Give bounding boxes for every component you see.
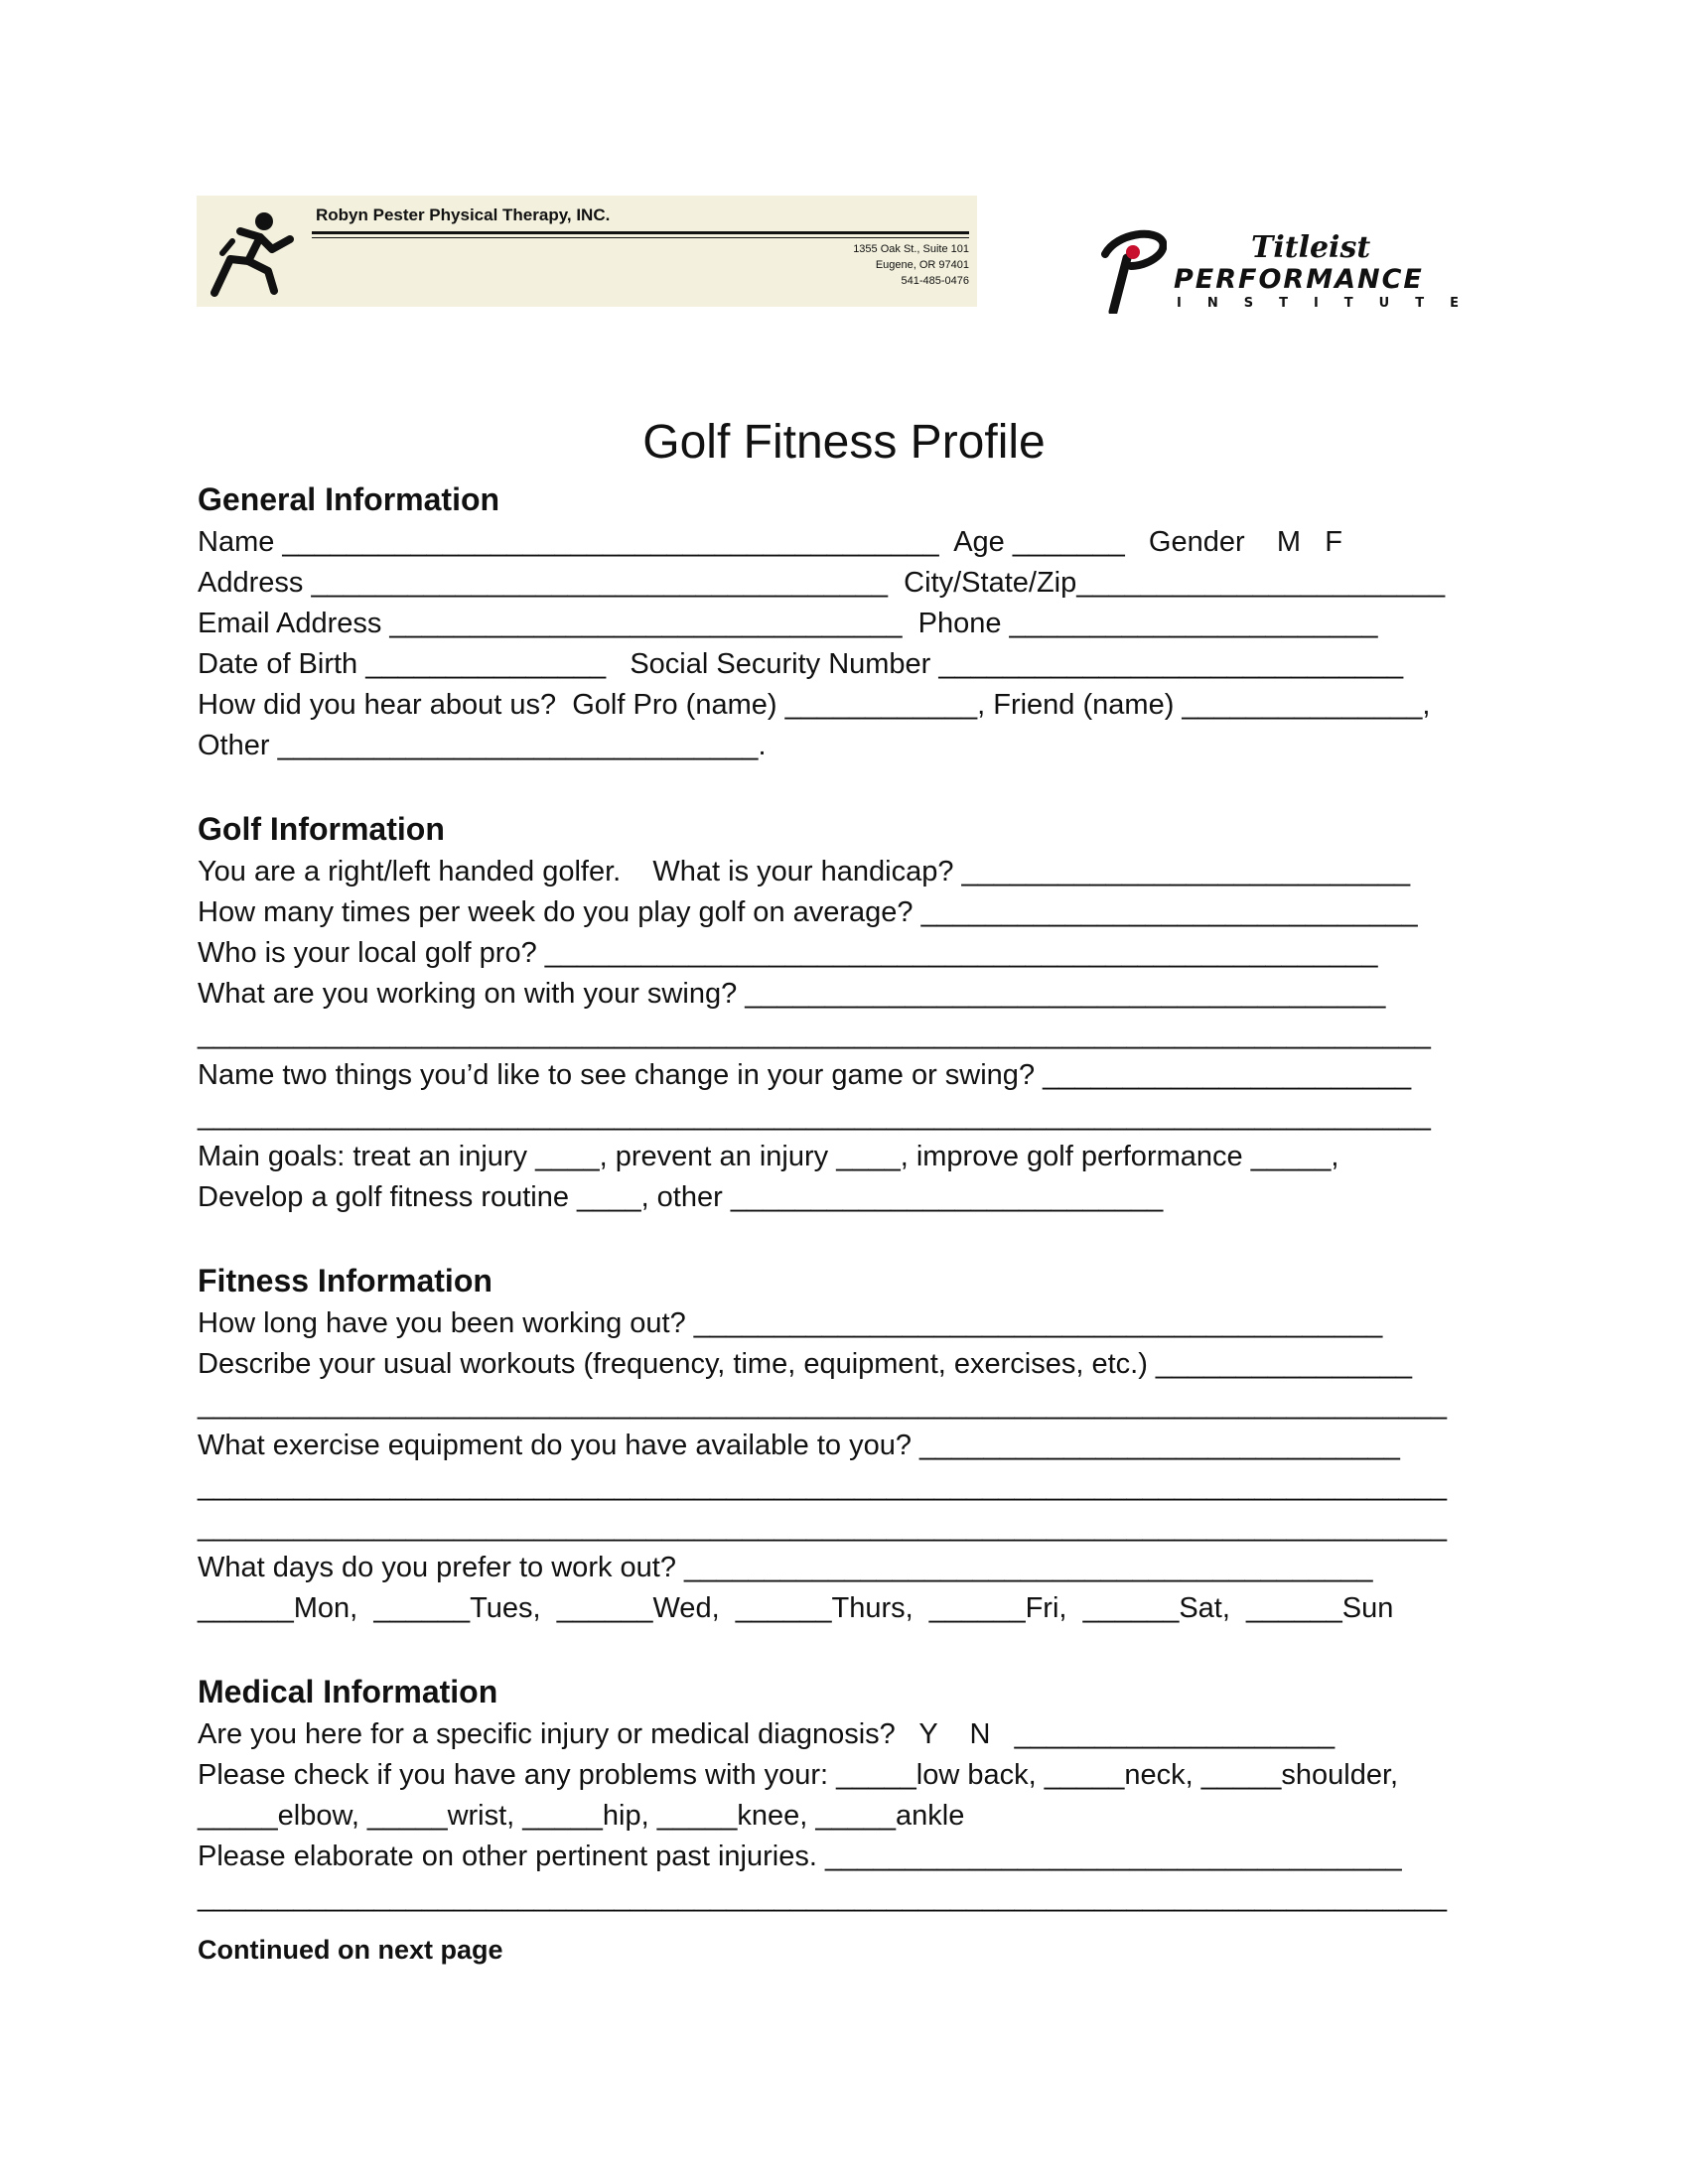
form-line[interactable]: Address ____________________________________ City/State/Zip_______________________ bbox=[198, 567, 1446, 599]
form-line[interactable]: Main goals: treat an injury ____, prevent an injury ____, improve golf performance _____, bbox=[198, 1141, 1339, 1172]
form-line[interactable]: Date of Birth _______________ Social Security Number _____________________________ bbox=[198, 648, 1404, 680]
form-line[interactable]: Who is your local golf pro? ____________________________________________________ bbox=[198, 937, 1378, 969]
address-phone: 541-485-0476 bbox=[901, 275, 969, 287]
robyn-pester-logo bbox=[197, 196, 977, 307]
form-line[interactable]: ______________________________________________________________________________ bbox=[198, 1470, 1448, 1502]
practice-name: Robyn Pester Physical Therapy, INC. bbox=[316, 205, 611, 224]
practice-address bbox=[853, 241, 969, 289]
tpi-performance: PERFORMANCE bbox=[1174, 264, 1424, 295]
form-line[interactable]: _____________________________________________________________________________ bbox=[198, 1019, 1431, 1050]
divider bbox=[312, 237, 969, 238]
tpi-institute: INSTITUTE bbox=[1177, 296, 1484, 311]
form-line[interactable]: What exercise equipment do you have available to you? ______________________________ bbox=[198, 1430, 1400, 1461]
section-heading: Golf Information bbox=[198, 811, 445, 847]
spacer bbox=[198, 1218, 1508, 1258]
form-line[interactable]: Please elaborate on other pertinent past injuries. ____________________________________ bbox=[198, 1841, 1402, 1872]
form-line[interactable]: How long have you been working out? ___________________________________________ bbox=[198, 1307, 1383, 1339]
section-heading: General Information bbox=[198, 481, 500, 517]
section-heading: Medical Information bbox=[198, 1674, 498, 1709]
spacer bbox=[198, 766, 1508, 806]
form-line[interactable]: Develop a golf fitness routine ____, other ___________________________ bbox=[198, 1181, 1164, 1213]
divider bbox=[312, 231, 969, 234]
form-line[interactable]: _____________________________________________________________________________ bbox=[198, 1100, 1431, 1132]
address-city: Eugene, OR 97401 bbox=[875, 259, 969, 271]
form-line[interactable]: Describe your usual workouts (frequency, time, equipment, exercises, etc.) ________________ bbox=[198, 1348, 1412, 1380]
form-line[interactable]: _____elbow, _____wrist, _____hip, _____knee, _____ankle bbox=[198, 1800, 965, 1832]
form-line[interactable]: ______________________________________________________________________________ bbox=[198, 1881, 1448, 1913]
form-line[interactable]: Name two things you’d like to see change in your game or swing? _______________________ bbox=[198, 1059, 1412, 1091]
spacer bbox=[198, 1918, 1508, 1930]
form-line[interactable]: You are a right/left handed golfer. What is your handicap? ____________________________ bbox=[198, 856, 1411, 887]
address-street: 1355 Oak St., Suite 101 bbox=[853, 243, 969, 255]
form-line[interactable]: What are you working on with your swing? ________________________________________ bbox=[198, 978, 1386, 1010]
page-title: Golf Fitness Profile bbox=[642, 416, 1046, 469]
form-line[interactable]: What days do you prefer to work out? ___________________________________________ bbox=[198, 1552, 1373, 1583]
spacer bbox=[198, 1629, 1508, 1669]
form-line[interactable]: Email Address ________________________________ Phone _______________________ bbox=[198, 608, 1378, 639]
form-line[interactable]: Please check if you have any problems with your: _____low back, _____neck, _____shoulder, bbox=[198, 1759, 1399, 1791]
form-line[interactable]: Are you here for a specific injury or medical diagnosis? Y N ____________________ bbox=[198, 1718, 1336, 1750]
form-line[interactable]: Name _________________________________________ Age _______ Gender M F bbox=[198, 526, 1342, 558]
continued-note: Continued on next page bbox=[198, 1935, 503, 1965]
form-line[interactable]: ______________________________________________________________________________ bbox=[198, 1511, 1448, 1543]
section-heading: Fitness Information bbox=[198, 1263, 492, 1298]
form-line[interactable]: ______________________________________________________________________________ bbox=[198, 1389, 1448, 1421]
form-line[interactable]: ______Mon, ______Tues, ______Wed, ______Thurs, ______Fri, ______Sat, ______Sun bbox=[198, 1592, 1394, 1624]
tpi-brand: Titleist bbox=[1251, 230, 1371, 265]
tpi-mark-icon bbox=[1097, 228, 1167, 314]
tpi-logo bbox=[1097, 228, 1484, 318]
form-line[interactable]: Other ______________________________. bbox=[198, 730, 767, 761]
form-line[interactable]: How did you hear about us? Golf Pro (name) ____________, Friend (name) _______________, bbox=[198, 689, 1431, 721]
runner-icon bbox=[203, 202, 302, 301]
form-line[interactable]: How many times per week do you play golf on average? _______________________________ bbox=[198, 896, 1418, 928]
form-body bbox=[198, 477, 1508, 1971]
